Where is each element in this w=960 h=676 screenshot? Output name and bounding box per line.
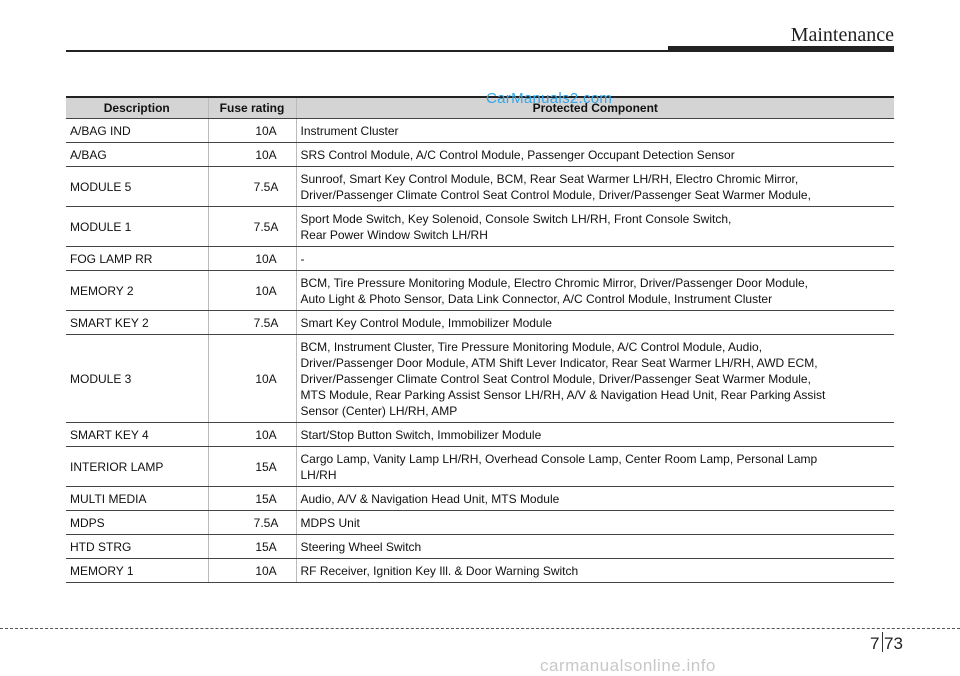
cell-protected-component: Start/Stop Button Switch, Immobilizer Module: [296, 423, 894, 447]
cell-fuse-rating: 7.5A: [208, 167, 296, 207]
cell-description: SMART KEY 4: [66, 423, 208, 447]
cell-description: MDPS: [66, 511, 208, 535]
cell-protected-component: Instrument Cluster: [296, 119, 894, 143]
footer-dashed-rule: [0, 628, 960, 629]
cell-fuse-rating: 10A: [208, 423, 296, 447]
table-row: [66, 559, 894, 583]
cell-protected-component: BCM, Tire Pressure Monitoring Module, Electro Chromic Mirror, Driver/Passenger Door Module, Auto Light & Photo Sensor, Data Link Connector, A/C Control Module, Instrument Cluster: [296, 271, 894, 311]
page-number-divider: [882, 632, 883, 652]
cell-description: MODULE 5: [66, 167, 208, 207]
table-row: [66, 335, 894, 423]
cell-fuse-rating: 15A: [208, 535, 296, 559]
fuse-table: [66, 96, 894, 583]
cell-fuse-rating: 7.5A: [208, 207, 296, 247]
cell-protected-component: Sunroof, Smart Key Control Module, BCM, Rear Seat Warmer LH/RH, Electro Chromic Mirror, Driver/Passenger Climate Control Seat Control Module, Driver/Passenger Seat Warmer Module,: [296, 167, 894, 207]
cell-fuse-rating: 7.5A: [208, 311, 296, 335]
cell-description: MODULE 1: [66, 207, 208, 247]
page-number: 73: [884, 634, 903, 653]
table-row: [66, 487, 894, 511]
cell-protected-component: Smart Key Control Module, Immobilizer Module: [296, 311, 894, 335]
cell-fuse-rating: 10A: [208, 247, 296, 271]
cell-description: MEMORY 2: [66, 271, 208, 311]
cell-fuse-rating: 15A: [208, 487, 296, 511]
cell-description: INTERIOR LAMP: [66, 447, 208, 487]
cell-protected-component: -: [296, 247, 894, 271]
column-header-fuse-rating: Fuse rating: [208, 97, 296, 119]
header-rule: [66, 50, 672, 52]
cell-protected-component: SRS Control Module, A/C Control Module, Passenger Occupant Detection Sensor: [296, 143, 894, 167]
table-row: [66, 207, 894, 247]
table-row: [66, 535, 894, 559]
cell-fuse-rating: 10A: [208, 559, 296, 583]
table-row: [66, 167, 894, 207]
cell-fuse-rating: 10A: [208, 335, 296, 423]
cell-description: A/BAG IND: [66, 119, 208, 143]
header-rule-accent: [668, 46, 894, 52]
table-row: [66, 511, 894, 535]
cell-protected-component: Steering Wheel Switch: [296, 535, 894, 559]
cell-protected-component: RF Receiver, Ignition Key Ill. & Door Warning Switch: [296, 559, 894, 583]
table-row: [66, 311, 894, 335]
cell-description: SMART KEY 2: [66, 311, 208, 335]
cell-fuse-rating: 10A: [208, 119, 296, 143]
table-row: [66, 119, 894, 143]
table-row: [66, 271, 894, 311]
cell-fuse-rating: 7.5A: [208, 511, 296, 535]
cell-fuse-rating: 15A: [208, 447, 296, 487]
cell-description: MEMORY 1: [66, 559, 208, 583]
column-header-description: Description: [66, 97, 208, 119]
cell-protected-component: Audio, A/V & Navigation Head Unit, MTS Module: [296, 487, 894, 511]
cell-fuse-rating: 10A: [208, 143, 296, 167]
watermark-bottom[interactable]: carmanualsonline.info: [540, 656, 716, 675]
section-title: Maintenance: [790, 24, 894, 46]
cell-description: MODULE 3: [66, 335, 208, 423]
cell-description: HTD STRG: [66, 535, 208, 559]
table-header-row: [66, 97, 894, 119]
column-header-protected-component: Protected Component: [296, 97, 894, 119]
cell-description: FOG LAMP RR: [66, 247, 208, 271]
table-row: [66, 247, 894, 271]
cell-protected-component: BCM, Instrument Cluster, Tire Pressure Monitoring Module, A/C Control Module, Audio, Driver/Passenger Door Module, ATM Shift Lever Indicator, Rear Seat Warmer LH/RH, AWD ECM, Driver/Passenger Climate Control Seat Control Module, Driver/Passenger Seat Warmer Module, MTS Module, Rear Parking Assist Sensor LH/RH, A/V & Navigation Head Unit, Rear Parking Assist Sensor (Center) LH/RH, AMP: [296, 335, 894, 423]
table-row: [66, 447, 894, 487]
watermark-top[interactable]: CarManuals2.com: [486, 90, 613, 107]
table-row: [66, 423, 894, 447]
cell-description: MULTI MEDIA: [66, 487, 208, 511]
cell-fuse-rating: 10A: [208, 271, 296, 311]
chapter-number: 7: [870, 634, 880, 653]
cell-protected-component: Cargo Lamp, Vanity Lamp LH/RH, Overhead Console Lamp, Center Room Lamp, Personal Lamp LH/RH: [296, 447, 894, 487]
cell-protected-component: MDPS Unit: [296, 511, 894, 535]
cell-description: A/BAG: [66, 143, 208, 167]
cell-protected-component: Sport Mode Switch, Key Solenoid, Console Switch LH/RH, Front Console Switch, Rear Power Window Switch LH/RH: [296, 207, 894, 247]
table-row: [66, 143, 894, 167]
